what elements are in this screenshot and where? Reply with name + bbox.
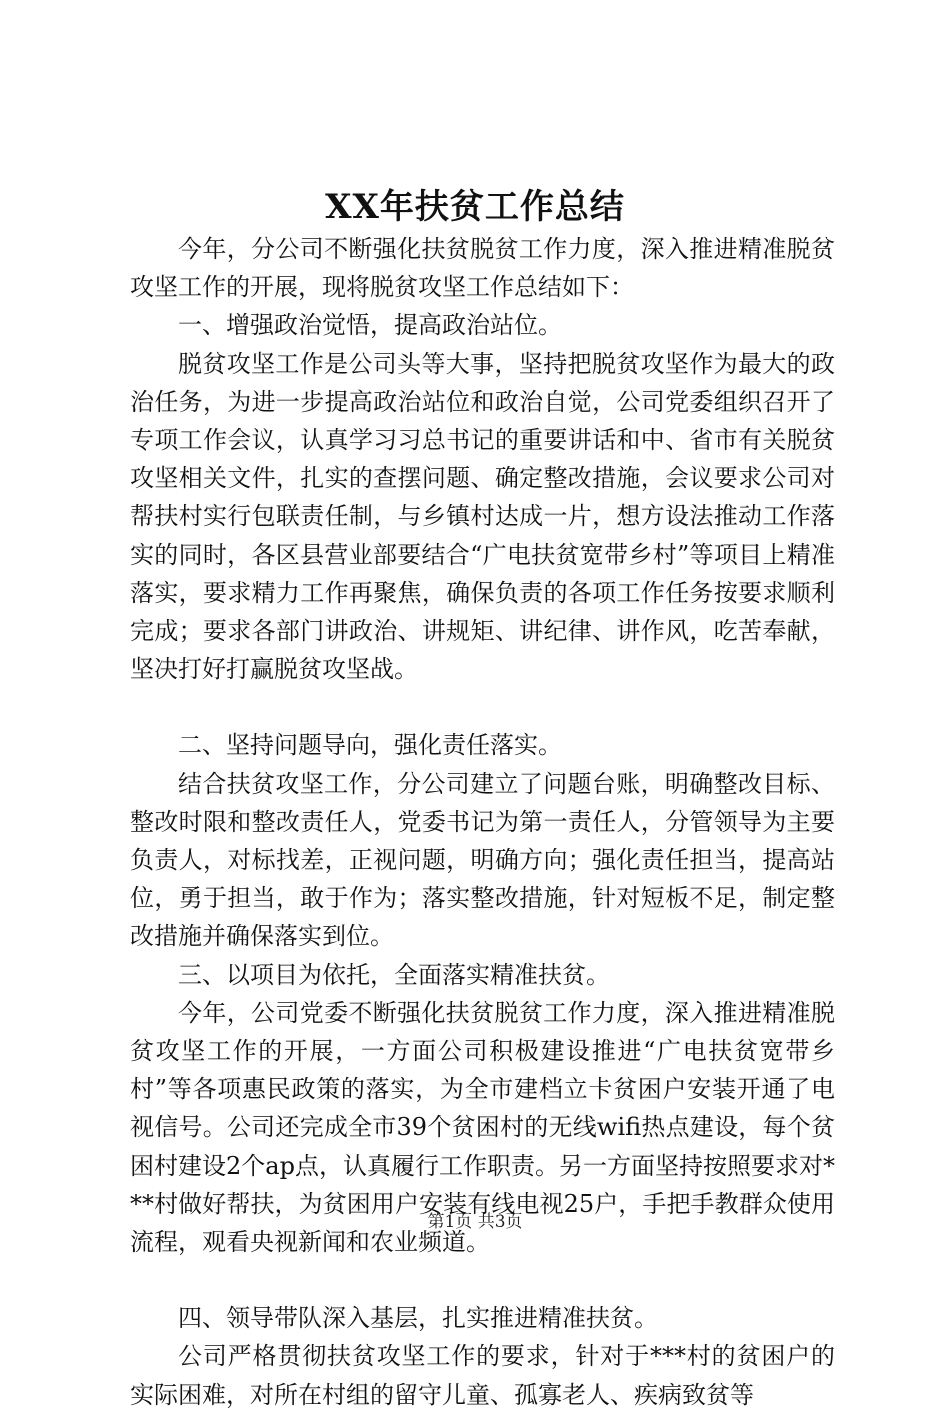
intro-paragraph: 今年，分公司不断强化扶贫脱贫工作力度，深入推进精准脱贫攻坚工作的开展，现将脱贫攻坚工作总结如下： — [130, 235, 835, 302]
section-heading-4: 四、领导带队深入基层，扎实推进精准扶贫。 — [178, 1304, 658, 1333]
section-paragraph-4: 公司严格贯彻扶贫攻坚工作的要求，针对于***村的贫困户的实际困难，对所在村组的留守儿童、孤寡老人、疾病致贫等 — [130, 1342, 835, 1409]
section-paragraph-1: 脱贫攻坚工作是公司头等大事，坚持把脱贫攻坚作为最大的政治任务，为进一步提高政治站位和政治自觉，公司党委组织召开了专项工作会议，认真学习习总书记的重要讲话和中、省市有关脱贫攻坚相关文件，扎实的查摆问题、确定整改措施，会议要求公司对帮扶村实行包联责任制，与乡镇村达成一片，想方设法推动工作落实的同时，各区县营业部要结合“广电扶贫宽带乡村”等项目上精准落实，要求精力工作再聚焦，确保负责的各项工作任务按要求顺利完成；要求各部门讲政治、讲规矩、讲纪律、讲作风，吃苦奉献，坚决打好打赢脱贫攻坚战。 — [130, 349, 835, 684]
section-heading-1: 一、增强政治觉悟，提高政治站位。 — [178, 311, 562, 340]
section-paragraph-2: 结合扶贫攻坚工作，分公司建立了问题台账，明确整改目标、整改时限和整改责任人，党委书记为第一责任人，分管领导为主要负责人，对标找差，正视问题，明确方向；强化责任担当，提高站位，勇于担当，敢于作为；落实整改措施，针对短板不足，制定整改措施并确保落实到位。 — [130, 769, 835, 951]
section-heading-3: 三、以项目为依托，全面落实精准扶贫。 — [178, 960, 610, 989]
section-paragraph-3: 今年，公司党委不断强化扶贫脱贫工作力度，深入推进精准脱贫攻坚工作的开展，一方面公司积极建设推进“广电扶贫宽带乡村”等各项惠民政策的落实，为全市建档立卡贫困户安装开通了电视信号。公司还完成全市39个贫困村的无线wifi热点建设，每个贫困村建设2个ap点，认真履行工作职责。另一方面坚持按照要求对***村做好帮扶，为贫困用户安装有线电视25户，手把手教群众使用流程，观看央视新闻和农业频道。 — [130, 998, 835, 1257]
document-body — [130, 230, 835, 1414]
page-number-footer: 第1页 共3页 — [427, 1212, 523, 1232]
paragraph-gap — [130, 1261, 835, 1299]
paragraph-gap — [130, 688, 835, 726]
document-title: XX年扶贫工作总结 — [325, 187, 625, 227]
section-heading-2: 二、坚持问题导向，强化责任落实。 — [178, 731, 562, 760]
